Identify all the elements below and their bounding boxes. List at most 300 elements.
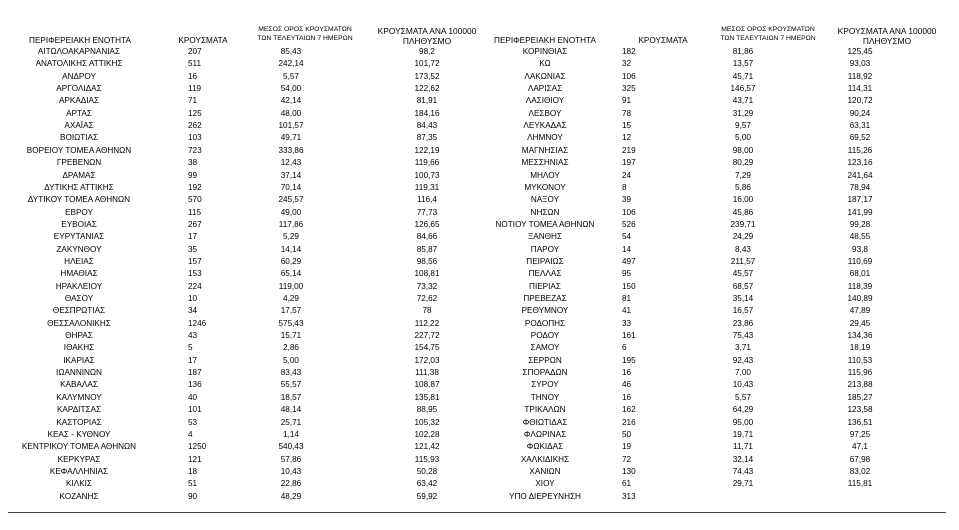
per-100k-cell: 141,99	[847, 207, 873, 217]
avg-7day-cell: 54,00	[280, 84, 302, 94]
per-100k-cell: 48,55	[849, 232, 871, 242]
region-cell: ΙΘΑΚΗΣ	[63, 343, 95, 353]
table-row	[470, 281, 940, 293]
avg-7day-cell: 85,43	[280, 47, 302, 56]
per-100k-cell: 135,81	[414, 392, 440, 402]
cases-cell: 267	[188, 219, 202, 229]
cases-cell: 51	[188, 479, 198, 489]
cases-cell: 207	[188, 47, 202, 56]
per-100k-cell: 119,66	[414, 158, 440, 168]
per-100k-cell: 136,51	[847, 417, 873, 427]
per-100k-cell: 67,98	[849, 454, 871, 464]
avg-7day-cell: 48,14	[280, 405, 302, 415]
avg-7day-cell: 333,86	[278, 145, 304, 155]
per-100k-cell: 115,26	[847, 145, 873, 155]
left-header-cases: ΚΡΟΥΣΜΑΤΑ	[178, 36, 228, 45]
cases-cell: 187	[188, 368, 202, 378]
region-cell: ΦΛΩΡΙΝΑΣ	[523, 429, 567, 439]
per-100k-cell: 93,8	[852, 244, 868, 254]
cases-cell: 325	[622, 84, 636, 94]
cases-cell: 43	[188, 331, 198, 341]
avg-7day-cell: 45,86	[732, 207, 754, 217]
region-cell: ΤΗΝΟΥ	[530, 392, 560, 402]
per-100k-cell: 47,1	[852, 442, 868, 452]
region-cell: ΛΕΥΚΑΔΑΣ	[523, 121, 567, 131]
table-row	[470, 207, 940, 219]
region-cell: ΞΑΝΘΗΣ	[527, 232, 563, 242]
per-100k-cell: 47,89	[849, 306, 871, 316]
avg-7day-cell: 23,86	[732, 318, 754, 328]
per-100k-cell: 93,03	[849, 59, 871, 69]
table-row	[470, 46, 940, 58]
cases-cell: 90	[188, 491, 198, 501]
table-row	[470, 219, 940, 231]
per-100k-cell: 97,25	[849, 429, 871, 439]
per-100k-cell: 122,19	[414, 145, 440, 155]
region-cell: ΖΑΚΥΝΘΟΥ	[56, 244, 102, 254]
per-100k-cell: 50,28	[416, 466, 438, 476]
per-100k-cell: 108,87	[414, 380, 440, 390]
per-100k-cell: 72,62	[416, 294, 438, 303]
per-100k-cell: 241,64	[847, 170, 873, 180]
region-cell: ΙΚΑΡΙΑΣ	[63, 355, 95, 365]
avg-7day-cell: 10,43	[732, 380, 754, 390]
table-row	[470, 355, 940, 367]
per-100k-cell: 78,94	[849, 182, 871, 192]
table-row	[470, 256, 940, 268]
avg-7day-cell: 49,00	[280, 207, 302, 217]
region-cell: ΑΡΚΑΔΙΑΣ	[58, 96, 100, 106]
cases-cell: 78	[622, 108, 632, 118]
per-100k-cell: 90,24	[849, 108, 871, 118]
table-row	[470, 71, 940, 83]
per-100k-cell: 126,65	[414, 219, 440, 229]
avg-7day-cell: 48,29	[280, 491, 302, 501]
table-row	[470, 318, 940, 330]
per-100k-cell: 105,32	[414, 417, 440, 427]
table-row	[470, 379, 940, 391]
region-cell: ΝΑΞΟΥ	[530, 195, 560, 205]
cases-cell: 136	[188, 380, 202, 390]
table-row	[470, 145, 940, 157]
avg-7day-cell: 1,14	[283, 429, 299, 439]
left-header-per100k-line1: ΚΡΟΥΣΜΑΤΑ ΑΝΑ 100000	[377, 26, 477, 36]
cases-cell: 34	[188, 306, 198, 316]
region-cell: ΔΥΤΙΚΟΥ ΤΟΜΕΑ ΑΘΗΝΩΝ	[27, 195, 131, 205]
avg-7day-cell: 19,71	[732, 429, 754, 439]
avg-7day-cell: 146,57	[730, 84, 756, 94]
table-row	[470, 404, 940, 416]
cases-cell: 35	[188, 244, 198, 254]
per-100k-cell: 173,52	[414, 71, 440, 81]
region-cell: ΤΡΙΚΑΛΩΝ	[524, 405, 566, 415]
cases-cell: 18	[188, 466, 198, 476]
region-cell: ΘΕΣΣΑΛΟΝΙΚΗΣ	[47, 318, 111, 328]
avg-7day-cell: 575,43	[278, 318, 304, 328]
table-row	[470, 268, 940, 280]
region-cell: ΜΥΚΟΝΟΥ	[524, 182, 566, 192]
per-100k-cell: 84,43	[416, 121, 438, 131]
region-cell: ΡΕΘΥΜΝΟΥ	[521, 306, 569, 316]
avg-7day-cell: 7,29	[735, 170, 751, 180]
avg-7day-cell: 17,57	[280, 306, 302, 316]
avg-7day-cell: 242,14	[278, 59, 304, 69]
table-row	[470, 182, 940, 194]
avg-7day-cell: 10,43	[280, 466, 302, 476]
region-cell: ΦΘΙΩΤΙΔΑΣ	[522, 417, 568, 427]
per-100k-cell: 172,03	[414, 355, 440, 365]
avg-7day-cell: 12,43	[280, 158, 302, 168]
region-cell: ΑΝΔΡΟΥ	[62, 71, 96, 81]
per-100k-cell: 213,88	[847, 380, 873, 390]
cases-cell: 1250	[188, 442, 207, 452]
avg-7day-cell: 81,86	[732, 47, 754, 56]
avg-7day-cell: 57,86	[280, 454, 302, 464]
region-cell: ΝΟΤΙΟΥ ΤΟΜΕΑ ΑΘΗΝΩΝ	[495, 219, 595, 229]
per-100k-cell: 125,45	[847, 47, 873, 56]
avg-7day-cell: 42,14	[280, 96, 302, 106]
avg-7day-cell: 24,29	[732, 232, 754, 242]
avg-7day-cell: 9,57	[735, 121, 751, 131]
cases-cell: 8	[622, 182, 627, 192]
avg-7day-cell: 45,57	[732, 269, 754, 279]
per-100k-cell: 120,72	[847, 96, 873, 106]
per-100k-cell: 119,31	[414, 182, 440, 192]
table-row	[470, 466, 940, 478]
cases-cell: 182	[622, 47, 636, 56]
avg-7day-cell: 45,71	[732, 71, 754, 81]
avg-7day-cell: 70,14	[280, 182, 302, 192]
avg-7day-cell: 2,86	[283, 343, 299, 353]
cases-cell: 153	[188, 269, 202, 279]
left-header-per100k-line2: ΠΛΗΘΥΣΜΟ	[402, 36, 452, 46]
region-cell: ΚΑΣΤΟΡΙΑΣ	[56, 417, 102, 427]
cases-cell: 197	[622, 158, 636, 168]
per-100k-cell: 110,53	[847, 355, 873, 365]
region-cell: ΚΕΑΣ - ΚΥΘΝΟΥ	[47, 429, 111, 439]
avg-7day-cell: 60,29	[280, 256, 302, 266]
region-cell: ΚΕΡΚΥΡΑΣ	[57, 454, 101, 464]
region-cell: ΚΑΛΥΜΝΟΥ	[56, 392, 102, 402]
per-100k-cell: 108,81	[414, 269, 440, 279]
table-row	[470, 491, 940, 503]
cases-cell: 511	[188, 59, 202, 69]
cases-cell: 46	[622, 380, 632, 390]
per-100k-cell: 81,91	[416, 96, 438, 106]
avg-7day-cell: 14,14	[280, 244, 302, 254]
per-100k-cell: 85,87	[416, 244, 438, 254]
cases-cell: 157	[188, 256, 202, 266]
avg-7day-cell: 5,57	[735, 392, 751, 402]
per-100k-cell: 114,31	[847, 84, 873, 94]
per-100k-cell: 122,62	[414, 84, 440, 94]
per-100k-cell: 185,27	[847, 392, 873, 402]
per-100k-cell: 98,2	[419, 47, 435, 56]
region-cell: ΘΑΣΟΥ	[64, 294, 94, 303]
table-row	[470, 392, 940, 404]
per-100k-cell: 77,73	[416, 207, 438, 217]
avg-7day-cell: 48,00	[280, 108, 302, 118]
region-cell: ΣΕΡΡΩΝ	[528, 355, 562, 365]
cases-cell: 125	[188, 108, 202, 118]
cases-cell: 103	[188, 133, 202, 143]
per-100k-cell: 84,66	[416, 232, 438, 242]
cases-cell: 192	[188, 182, 202, 192]
per-100k-cell: 87,35	[416, 133, 438, 143]
avg-7day-cell: 92,43	[732, 355, 754, 365]
per-100k-cell: 99,28	[849, 219, 871, 229]
cases-cell: 95	[622, 269, 632, 279]
avg-7day-cell: 49,71	[280, 133, 302, 143]
bottom-rule	[8, 512, 946, 513]
avg-7day-cell: 32,14	[732, 454, 754, 464]
region-cell: ΚΕΦΑΛΛΗΝΙΑΣ	[49, 466, 109, 476]
per-100k-cell: 29,45	[849, 318, 871, 328]
per-100k-cell: 83,02	[849, 466, 871, 476]
cases-cell: 1246	[188, 318, 207, 328]
avg-7day-cell: 117,86	[278, 219, 304, 229]
table-row	[470, 157, 940, 169]
region-cell: ΡΟΔΟΥ	[530, 331, 560, 341]
avg-7day-cell: 22,86	[280, 479, 302, 489]
per-100k-cell: 140,89	[847, 294, 873, 303]
cases-cell: 71	[188, 96, 198, 106]
table-row	[470, 330, 940, 342]
region-cell: ΒΟΡΕΙΟΥ ΤΟΜΕΑ ΑΘΗΝΩΝ	[26, 145, 132, 155]
cases-cell: 121	[188, 454, 202, 464]
per-100k-cell: 123,58	[847, 405, 873, 415]
region-cell: ΣΑΜΟΥ	[530, 343, 560, 353]
per-100k-cell: 115,96	[847, 368, 873, 378]
per-100k-cell: 121,42	[414, 442, 440, 452]
avg-7day-cell: 80,29	[732, 158, 754, 168]
avg-7day-cell: 65,14	[280, 269, 302, 279]
cases-cell: 14	[622, 244, 632, 254]
left-header-region: ΠΕΡΙΦΕΡΕΙΑΚΗ ΕΝΟΤΗΤΑ	[29, 36, 131, 45]
cases-cell: 570	[188, 195, 202, 205]
table-row	[470, 454, 940, 466]
cases-cell: 150	[622, 281, 636, 291]
avg-7day-cell: 7,00	[735, 368, 751, 378]
avg-7day-cell: 16,00	[732, 195, 754, 205]
avg-7day-cell: 5,86	[735, 182, 751, 192]
region-cell: ΚΟΡΙΝΘΙΑΣ	[522, 47, 568, 56]
cases-cell: 54	[622, 232, 632, 242]
avg-7day-cell: 98,00	[732, 145, 754, 155]
per-100k-cell: 116,4	[417, 195, 437, 205]
cases-cell: 5	[188, 343, 193, 353]
region-cell: ΔΥΤΙΚΗΣ ΑΤΤΙΚΗΣ	[44, 182, 114, 192]
region-cell: ΠΕΙΡΑΙΩΣ	[526, 256, 564, 266]
table-row	[470, 305, 940, 317]
region-cell: ΚΟΖΑΝΗΣ	[59, 491, 99, 501]
region-cell: ΑΝΑΤΟΛΙΚΗΣ ΑΤΤΙΚΗΣ	[35, 59, 123, 69]
cases-cell: 91	[622, 96, 632, 106]
per-100k-cell: 98,56	[416, 256, 438, 266]
avg-7day-cell: 64,29	[732, 405, 754, 415]
cases-cell: 99	[188, 170, 198, 180]
per-100k-cell: 112,22	[414, 318, 440, 328]
region-cell: ΑΧΑΪΑΣ	[64, 121, 94, 131]
cases-cell: 10	[188, 294, 198, 303]
table-row	[470, 108, 940, 120]
per-100k-cell: 88,95	[416, 405, 438, 415]
per-100k-cell: 111,38	[415, 368, 439, 378]
table-row	[470, 231, 940, 243]
table-row	[470, 429, 940, 441]
right-header-region: ΠΕΡΙΦΕΡΕΙΑΚΗ ΕΝΟΤΗΤΑ	[494, 36, 596, 45]
avg-7day-cell: 5,57	[283, 71, 299, 81]
region-cell: ΦΩΚΙΔΑΣ	[526, 442, 564, 452]
avg-7day-cell: 239,71	[730, 219, 756, 229]
cases-cell: 6	[622, 343, 627, 353]
region-cell: ΜΑΓΝΗΣΙΑΣ	[521, 145, 569, 155]
cases-cell: 130	[622, 466, 636, 476]
region-cell: ΚΩ	[539, 59, 551, 69]
region-cell: ΧΙΟΥ	[535, 479, 555, 489]
table-row	[470, 478, 940, 490]
cases-cell: 526	[622, 219, 636, 229]
per-100k-cell: 68,01	[849, 269, 871, 279]
cases-cell: 61	[622, 479, 632, 489]
cases-cell: 17	[188, 355, 198, 365]
table-row	[470, 367, 940, 379]
avg-7day-cell: 11,71	[733, 442, 753, 452]
avg-7day-cell: 211,57	[730, 256, 756, 266]
cases-cell: 12	[622, 133, 632, 143]
region-cell: ΛΑΣΙΘΙΟΥ	[525, 96, 565, 106]
region-cell: ΙΩΑΝΝΙΝΩΝ	[56, 368, 102, 378]
per-100k-cell: 134,36	[847, 331, 873, 341]
cases-cell: 162	[622, 405, 636, 415]
per-100k-cell: 110,69	[847, 256, 873, 266]
region-cell: ΚΙΛΚΙΣ	[65, 479, 92, 489]
table-row	[470, 342, 940, 354]
per-100k-cell: 100,73	[414, 170, 440, 180]
per-100k-cell: 115,93	[414, 454, 440, 464]
avg-7day-cell: 16,57	[732, 306, 754, 316]
region-cell: ΗΜΑΘΙΑΣ	[60, 269, 98, 279]
region-cell: ΣΥΡΟΥ	[531, 380, 559, 390]
cases-cell: 33	[622, 318, 632, 328]
cases-cell: 4	[188, 429, 193, 439]
cases-cell: 72	[622, 454, 632, 464]
avg-7day-cell: 5,29	[283, 232, 299, 242]
region-cell: ΛΗΜΝΟΥ	[527, 133, 563, 143]
cases-cell: 119	[188, 84, 202, 94]
cases-cell: 106	[622, 207, 636, 217]
region-cell: ΠΑΡΟΥ	[530, 244, 560, 254]
cases-cell: 38	[188, 158, 198, 168]
avg-7day-cell: 3,71	[735, 343, 751, 353]
cases-cell: 15	[622, 121, 632, 131]
cases-cell: 115	[188, 207, 202, 217]
avg-7day-cell: 15,71	[280, 331, 302, 341]
avg-7day-cell: 43,71	[732, 96, 754, 106]
per-100k-cell: 154,75	[414, 343, 440, 353]
cases-cell: 16	[622, 392, 632, 402]
avg-7day-cell: 119,00	[278, 281, 304, 291]
avg-7day-cell: 18,57	[280, 392, 302, 402]
region-cell: ΒΟΙΩΤΙΑΣ	[59, 133, 99, 143]
avg-7day-cell: 13,57	[732, 59, 754, 69]
avg-7day-cell: 35,14	[732, 294, 754, 303]
cases-cell: 41	[622, 306, 632, 316]
avg-7day-cell: 25,71	[280, 417, 302, 427]
avg-7day-cell: 75,43	[732, 331, 754, 341]
region-cell: ΣΠΟΡΑΔΩΝ	[522, 368, 568, 378]
right-header-per100k-line1: ΚΡΟΥΣΜΑΤΑ ΑΝΑ 100000	[837, 26, 937, 36]
region-cell: ΠΙΕΡΙΑΣ	[529, 281, 561, 291]
cases-cell: 313	[622, 491, 636, 501]
avg-7day-cell: 68,57	[732, 281, 754, 291]
cases-cell: 497	[622, 256, 636, 266]
per-100k-cell: 118,92	[847, 71, 873, 81]
cases-cell: 50	[622, 429, 632, 439]
region-cell: ΗΡΑΚΛΕΙΟΥ	[55, 281, 103, 291]
per-100k-cell: 78	[422, 306, 432, 316]
cases-cell: 224	[188, 281, 202, 291]
cases-cell: 106	[622, 71, 636, 81]
cases-cell: 16	[622, 368, 632, 378]
table-row	[470, 417, 940, 429]
avg-7day-cell: 101,57	[278, 121, 304, 131]
region-cell: ΓΡΕΒΕΝΩΝ	[56, 158, 102, 168]
cases-cell: 216	[622, 417, 636, 427]
per-100k-cell: 101,72	[414, 59, 440, 69]
avg-7day-cell: 8,43	[735, 244, 751, 254]
region-cell: ΧΑΝΙΩΝ	[529, 466, 561, 476]
region-cell: ΠΡΕΒΕΖΑΣ	[523, 294, 567, 303]
table-row	[470, 58, 940, 70]
region-cell: ΚΑΡΔΙΤΣΑΣ	[56, 405, 102, 415]
cases-cell: 17	[188, 232, 198, 242]
avg-7day-cell: 5,00	[283, 355, 299, 365]
cases-cell: 81	[622, 294, 632, 303]
region-cell: ΚΕΝΤΡΙΚΟΥ ΤΟΜΕΑ ΑΘΗΝΩΝ	[21, 442, 137, 452]
region-cell: ΑΡΓΟΛΙΔΑΣ	[56, 84, 102, 94]
region-cell: ΜΕΣΣΗΝΙΑΣ	[521, 158, 569, 168]
region-cell: ΜΗΛΟΥ	[530, 170, 560, 180]
per-100k-cell: 227,72	[414, 331, 440, 341]
avg-7day-cell: 74,43	[732, 466, 754, 476]
cases-cell: 24	[622, 170, 632, 180]
cases-cell: 161	[622, 331, 636, 341]
cases-cell: 32	[622, 59, 632, 69]
per-100k-cell: 123,16	[847, 158, 873, 168]
region-cell: ΛΑΡΙΣΑΣ	[527, 84, 563, 94]
table-row	[470, 244, 940, 256]
table-row	[470, 83, 940, 95]
per-100k-cell: 63,42	[416, 479, 438, 489]
region-cell: ΘΗΡΑΣ	[65, 331, 93, 341]
region-cell: ΡΟΔΟΠΗΣ	[524, 318, 566, 328]
avg-7day-cell: 540,43	[278, 442, 304, 452]
region-cell: ΚΑΒΑΛΑΣ	[60, 380, 98, 390]
cases-cell: 723	[188, 145, 202, 155]
region-cell: ΘΕΣΠΡΩΤΙΑΣ	[52, 306, 106, 316]
cases-cell: 40	[188, 392, 198, 402]
per-100k-cell: 184,16	[414, 108, 440, 118]
avg-7day-cell: 37,14	[280, 170, 302, 180]
right-header-avg-line2: ΤΩΝ ΤΕΛΕΥΤΑΙΩΝ 7 ΗΜΕΡΩΝ	[720, 34, 816, 42]
cases-cell: 219	[622, 145, 636, 155]
region-cell: ΝΗΣΩΝ	[530, 207, 560, 217]
avg-7day-cell: 245,57	[278, 195, 304, 205]
right-header-cases: ΚΡΟΥΣΜΑΤΑ	[638, 36, 688, 45]
avg-7day-cell: 55,57	[280, 380, 302, 390]
per-100k-cell: 115,81	[847, 479, 873, 489]
